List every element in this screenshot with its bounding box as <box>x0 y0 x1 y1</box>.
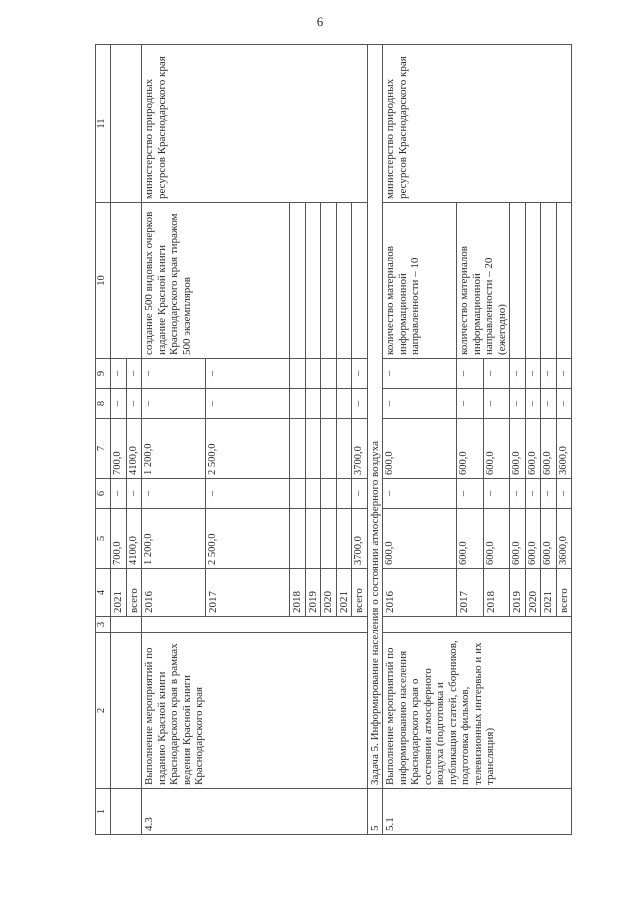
col-header-6: 6 <box>96 479 111 509</box>
year-cell: 2018 <box>483 569 510 617</box>
item-5-1-result-rest: количество материалов информационной направленности – 20 (ежегодно) <box>457 203 510 359</box>
other-value: – <box>206 359 290 389</box>
total-label: всего <box>126 569 142 617</box>
result-cell <box>556 203 572 359</box>
col-header-8: 8 <box>96 389 111 419</box>
total-value: 600,0 <box>525 509 541 569</box>
total-value <box>336 509 352 569</box>
header-row <box>96 45 111 835</box>
local-value: – <box>556 389 572 419</box>
local-value: – <box>352 389 368 419</box>
cont-num-cell <box>111 789 142 835</box>
federal-value: – <box>541 479 557 509</box>
year-cell: 2019 <box>510 569 526 617</box>
other-value: – <box>126 359 142 389</box>
regional-value <box>305 419 321 479</box>
regional-value: 4100,0 <box>126 419 142 479</box>
local-value <box>321 389 337 419</box>
result-cell <box>510 203 526 359</box>
total-value: 3600,0 <box>556 509 572 569</box>
regional-value: 600,0 <box>510 419 526 479</box>
regional-value: 3600,0 <box>556 419 572 479</box>
year-cell: 2016 <box>383 569 457 617</box>
other-value: – <box>541 359 557 389</box>
result-cell <box>305 203 321 359</box>
federal-value: – <box>525 479 541 509</box>
other-value <box>290 359 306 389</box>
item-5-1-name: Выполнение мероприятий по информированию населения Краснодарского края о состоянии атмосферного воздуха (подготовка и публикация статей, сборников, подготовка фильмов, телевизионных интервью и их трансляция) <box>383 633 572 789</box>
col-header-7: 7 <box>96 419 111 479</box>
regional-value: 2 500,0 <box>206 419 290 479</box>
federal-value: – <box>556 479 572 509</box>
local-value: – <box>206 389 290 419</box>
regional-value: 600,0 <box>383 419 457 479</box>
other-value: – <box>556 359 572 389</box>
other-value: – <box>142 359 206 389</box>
item-4-3-executor: министерство природных ресурсов Краснодарского края <box>142 45 368 203</box>
year-cell: 2021 <box>111 569 127 617</box>
other-value: – <box>383 359 457 389</box>
regional-value: 600,0 <box>457 419 484 479</box>
total-value: 600,0 <box>541 509 557 569</box>
col-header-10: 10 <box>96 203 111 359</box>
year-cell: 2019 <box>305 569 321 617</box>
section-row <box>367 45 383 835</box>
total-value: 600,0 <box>383 509 457 569</box>
item-5-1-col3 <box>383 617 572 633</box>
total-value: 600,0 <box>457 509 484 569</box>
federal-value <box>305 479 321 509</box>
total-value <box>290 509 306 569</box>
total-value: 600,0 <box>483 509 510 569</box>
local-value: – <box>383 389 457 419</box>
result-cell <box>541 203 557 359</box>
item-4-3-col3 <box>142 617 368 633</box>
total-value: 600,0 <box>510 509 526 569</box>
year-cell: 2018 <box>290 569 306 617</box>
rotated-table-container <box>95 45 615 835</box>
local-value: – <box>126 389 142 419</box>
result-cell <box>336 203 352 359</box>
federal-value: – <box>126 479 142 509</box>
col-header-2: 2 <box>96 633 111 789</box>
local-value: – <box>457 389 484 419</box>
local-value: – <box>525 389 541 419</box>
federal-value: – <box>206 479 290 509</box>
other-value: – <box>111 359 127 389</box>
other-value: – <box>525 359 541 389</box>
result-cell <box>290 203 306 359</box>
total-label: всего <box>352 569 368 617</box>
item-5-1-result-2016: количество материалов информационной направленности – 10 <box>383 203 457 359</box>
total-value: 3700,0 <box>352 509 368 569</box>
table-row <box>142 45 206 835</box>
federal-value: – <box>142 479 206 509</box>
federal-value: – <box>111 479 127 509</box>
table-row <box>383 45 457 835</box>
regional-value: 600,0 <box>525 419 541 479</box>
regional-value: 600,0 <box>483 419 510 479</box>
item-4-3-name: Выполнение мероприятий по изданию Красной книги Краснодарского края в рамках ведения Красной книги Краснодарского края <box>142 633 368 789</box>
program-measures-table <box>95 44 572 835</box>
federal-value <box>321 479 337 509</box>
cont-executor-cell <box>111 45 142 203</box>
local-value <box>290 389 306 419</box>
federal-value <box>290 479 306 509</box>
local-value: – <box>142 389 206 419</box>
col-header-11: 11 <box>96 45 111 203</box>
year-cell: 2017 <box>457 569 484 617</box>
year-cell: 2016 <box>142 569 206 617</box>
total-value: 700,0 <box>111 509 127 569</box>
federal-value: – <box>457 479 484 509</box>
cont-col3-cell <box>111 617 142 633</box>
local-value: – <box>483 389 510 419</box>
federal-value <box>336 479 352 509</box>
cont-result-cell <box>111 203 142 359</box>
col-header-9: 9 <box>96 359 111 389</box>
other-value: – <box>352 359 368 389</box>
regional-value: 600,0 <box>541 419 557 479</box>
other-value: – <box>510 359 526 389</box>
col-header-5: 5 <box>96 509 111 569</box>
table-row <box>111 45 127 835</box>
col-header-3: 3 <box>96 617 111 633</box>
year-cell: 2021 <box>541 569 557 617</box>
other-value: – <box>457 359 484 389</box>
local-value: – <box>510 389 526 419</box>
result-cell <box>525 203 541 359</box>
item-4-3-number: 4.3 <box>142 789 368 835</box>
result-cell <box>321 203 337 359</box>
col-header-1: 1 <box>96 789 111 835</box>
federal-value: – <box>383 479 457 509</box>
regional-value: 700,0 <box>111 419 127 479</box>
local-value <box>305 389 321 419</box>
regional-value: 3700,0 <box>352 419 368 479</box>
federal-value: – <box>352 479 368 509</box>
regional-value: 1 200,0 <box>142 419 206 479</box>
regional-value <box>336 419 352 479</box>
section-5-title: Задача 5. Информирование населения о состоянии атмосферного воздуха <box>367 45 383 789</box>
year-cell: 2020 <box>525 569 541 617</box>
other-value <box>336 359 352 389</box>
federal-value: – <box>510 479 526 509</box>
federal-value: – <box>483 479 510 509</box>
item-5-1-executor: министерство природных ресурсов Краснодарского края <box>383 45 572 203</box>
other-value <box>321 359 337 389</box>
cont-name-cell <box>111 633 142 789</box>
item-4-3-result: создание 500 видовых очерков издание Красной книги Краснодарского края тиражом 500 экземпляров <box>142 203 290 359</box>
total-value: 1 200,0 <box>142 509 206 569</box>
total-value: 4100,0 <box>126 509 142 569</box>
local-value <box>336 389 352 419</box>
local-value: – <box>111 389 127 419</box>
total-value <box>305 509 321 569</box>
other-value: – <box>483 359 510 389</box>
year-cell: 2020 <box>321 569 337 617</box>
section-5-number: 5 <box>367 789 383 835</box>
regional-value <box>321 419 337 479</box>
col-header-4: 4 <box>96 569 111 617</box>
other-value <box>305 359 321 389</box>
year-cell: 2017 <box>206 569 290 617</box>
total-label: всего <box>556 569 572 617</box>
item-5-1-number: 5.1 <box>383 789 572 835</box>
local-value: – <box>541 389 557 419</box>
regional-value <box>290 419 306 479</box>
result-cell <box>352 203 368 359</box>
total-value <box>321 509 337 569</box>
year-cell: 2021 <box>336 569 352 617</box>
page-number: 6 <box>316 14 324 29</box>
total-value: 2 500,0 <box>206 509 290 569</box>
